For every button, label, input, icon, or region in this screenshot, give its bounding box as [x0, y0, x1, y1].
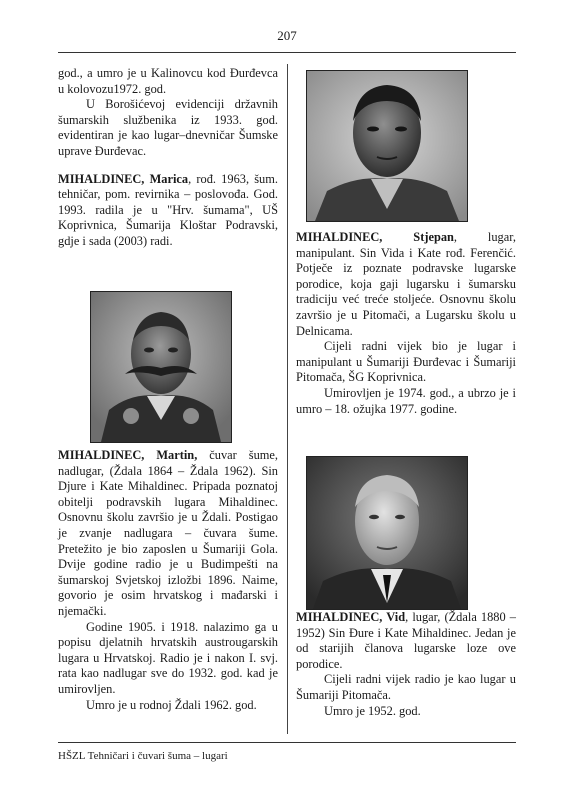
entry-paragraph: Cijeli radni vijek radio je kao lugar u Šumariji Pitomača. [296, 672, 516, 702]
footer-text: HŠZL Tehničari i čuvari šuma – lugari [58, 750, 228, 762]
entry-vid [296, 610, 516, 672]
entry-text: , lugar, (Ždala 1880 – 1952) Sin Đure i Kate Mihaldinec. Jedan je od starijih članova lugarske loze ove porodice. [296, 610, 517, 671]
continued-paragraph: god., a umro je u Kalinovcu kod Đurđevca u kolovozu1972. god. [58, 66, 278, 96]
header-rule [58, 52, 516, 53]
entry-martin [58, 448, 278, 620]
entry-text: , rođ. 1963, šum. tehničar, pom. revirnika – poslovođa. God. 1993. radila je u "Hrv. šumama", UŠ Koprivnica, Šumarija Kloštar Podravski, gdje i sada (2003) radi. [58, 171, 278, 248]
portrait-photo-vid [306, 456, 468, 610]
entry-name: MIHALDINEC, Vid [296, 610, 406, 624]
page-number: 207 [277, 28, 297, 43]
portrait-photo-stjepan [306, 70, 468, 222]
entry-paragraph: Umro je u rodnoj Ždali 1962. god. [86, 697, 257, 712]
footer-rule [58, 742, 516, 743]
entry-stjepan [296, 230, 516, 339]
entry-paragraph: Cijeli radni vijek bio je lugar i manipulant u Šumariji Đurđevac i Šumariji Pitomača, ŠG Koprivnica. [296, 339, 516, 385]
entry-text: , lugar, manipulant. Sin Vida i Kate rođ. Ferenčić. Potječe iz poznate podravske lugarske porodice, koja gaji lugarsku i šumarsku tradiciju već treće stoljeće. Osnovnu školu završio je u Pitomači, a Lugarsku školu u Delnicama. [296, 230, 516, 338]
portrait-photo-martin [90, 291, 232, 443]
entry-marica [58, 172, 278, 250]
entry-paragraph: Umro je 1952. god. [324, 703, 421, 718]
entry-name: MIHALDINEC, Marica [58, 171, 189, 186]
column-divider [287, 64, 288, 734]
entry-name: MIHALDINEC, Martin, [58, 448, 198, 462]
left-column-top [58, 66, 278, 250]
right-column-bottom [296, 610, 516, 719]
entry-paragraph: Godine 1905. i 1918. nalazimo ga u popisu djelatnih hrvatskih austrougarskih lugara u Hrvatskoj. Radio je i nakon I. svj. rata kao nadlugar sve do 1932. god. kad je umirovljen. [58, 619, 278, 696]
left-column-bottom [58, 448, 278, 713]
evidence-paragraph: U Borošićevoj evidenciji državnih šumarskih službenika iz 1933. god. evidentiran je kao lugar–dnevničar Šumske uprave Đurđevac. [58, 97, 278, 158]
right-column-top [296, 230, 516, 417]
entry-name: MIHALDINEC, Stjepan [296, 230, 454, 244]
entry-text: čuvar šume, nadlugar, (Ždala 1864 – Ždala 1962). Sin Djure i Kate Mihaldinec. Pripada poznatoj obitelji podravskih lugara Mihaldinec. Osnovnu školu završio je u Ždali. Postigao je zvanje nadlugara – čuvara šume. Pretežito je bio zaposlen u Šumariji Gola. Dvije godine radio je u Budimpešti na šumarskoj Svjetskoj izložbi 1896. Naime, govorio je osim hrvatskog i mađarski i njemački. [58, 448, 278, 618]
entry-paragraph: Umirovljen je 1974. god., a ubrzo je i umro – 18. ožujka 1977. godine. [296, 385, 516, 416]
